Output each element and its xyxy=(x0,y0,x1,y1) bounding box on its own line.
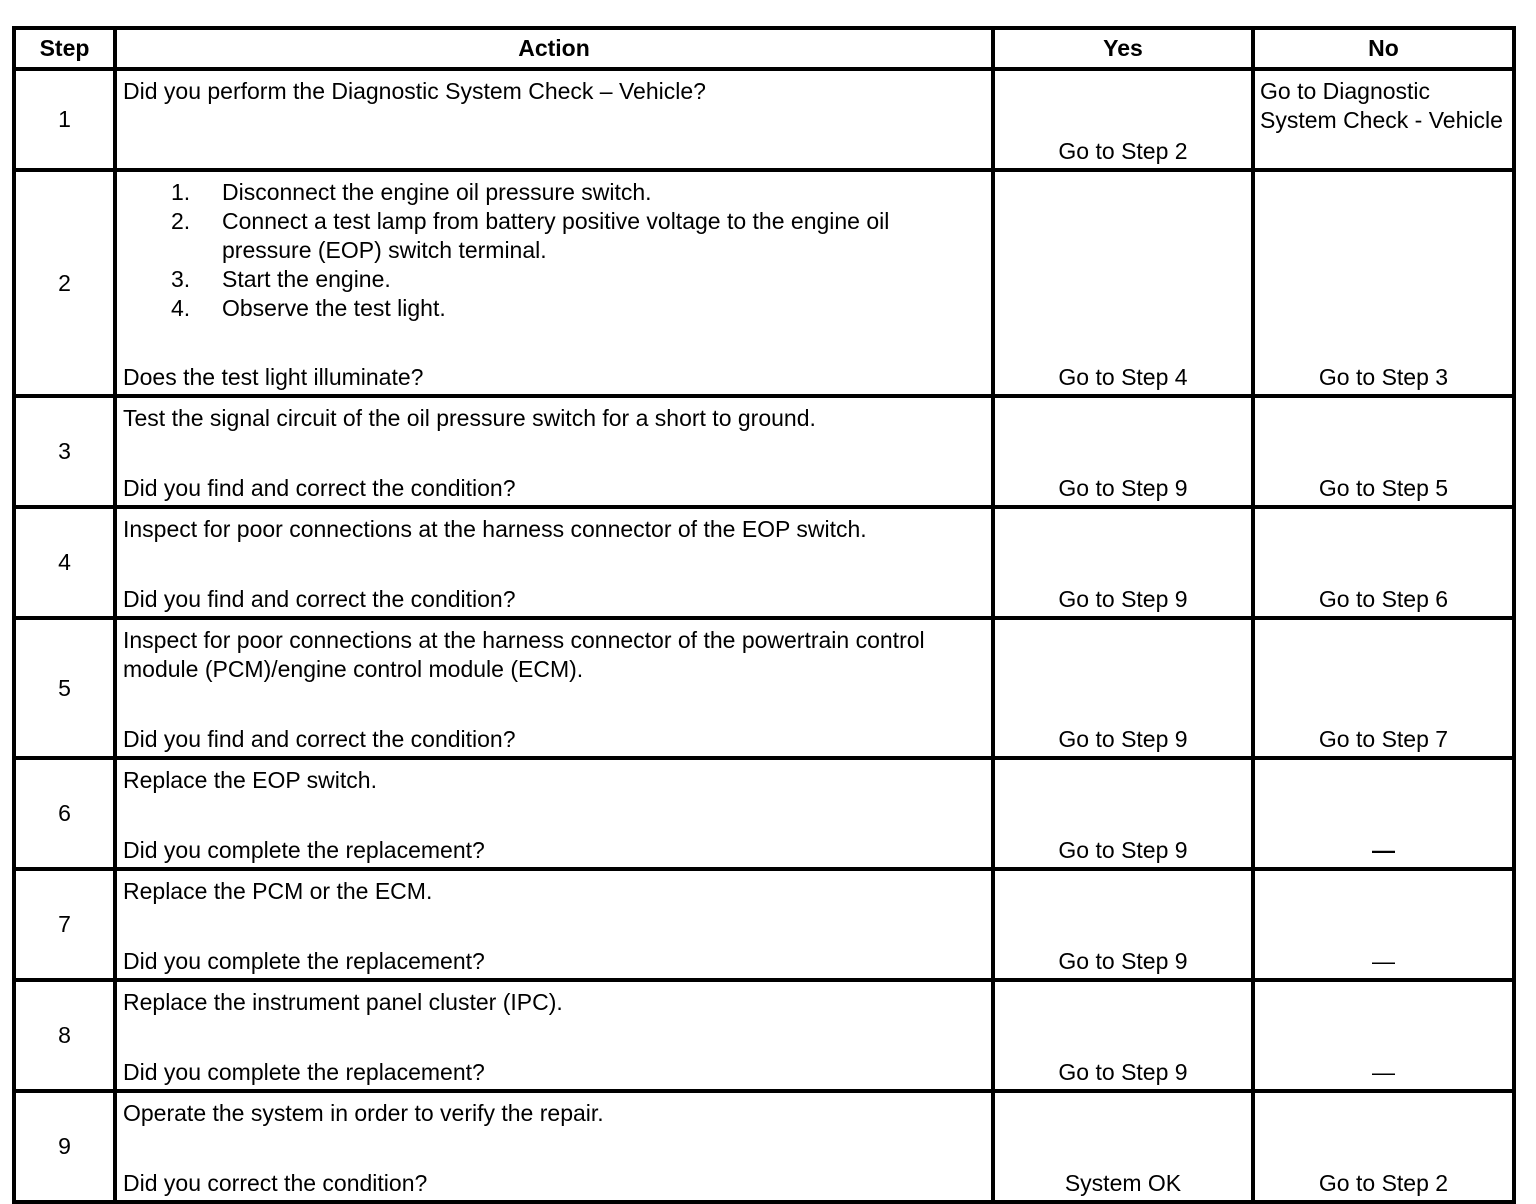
action-text: Did you perform the Diagnostic System Check – Vehicle? xyxy=(123,78,706,104)
no-cell: Go to Step 5 xyxy=(1253,396,1514,507)
step-number: 4 xyxy=(14,507,115,618)
substep-number: 2. xyxy=(171,208,191,234)
question-text: Did you complete the replacement? xyxy=(123,837,485,863)
list-item xyxy=(123,207,983,265)
table-row xyxy=(14,869,1514,980)
action-text: Replace the instrument panel cluster (IPC). xyxy=(123,989,563,1015)
action-text: Test the signal circuit of the oil pressure switch for a short to ground. xyxy=(123,405,816,431)
substep-text: Start the engine. xyxy=(222,266,391,292)
action-text: Replace the EOP switch. xyxy=(123,767,377,793)
step-number: 3 xyxy=(14,396,115,507)
substep-number: 4. xyxy=(171,295,191,321)
question-text: Did you correct the condition? xyxy=(123,1170,428,1196)
question-text: Did you complete the replacement? xyxy=(123,948,485,974)
action-cell xyxy=(115,69,993,170)
table-row xyxy=(14,69,1514,170)
yes-cell: Go to Step 2 xyxy=(993,69,1253,170)
table-row xyxy=(14,396,1514,507)
table-row xyxy=(14,170,1514,396)
header-row xyxy=(14,28,1514,69)
table-row xyxy=(14,980,1514,1091)
question-text: Did you find and correct the condition? xyxy=(123,726,516,752)
yes-cell: Go to Step 9 xyxy=(993,758,1253,869)
no-cell: Go to Diagnostic System Check - Vehicle xyxy=(1253,69,1514,170)
no-cell: Go to Step 3 xyxy=(1253,170,1514,396)
step-number: 9 xyxy=(14,1091,115,1202)
action-text: Inspect for poor connections at the harness connector of the EOP switch. xyxy=(123,516,867,542)
substep-number: 3. xyxy=(171,266,191,292)
header-no: No xyxy=(1253,28,1514,69)
no-cell: Go to Step 2 xyxy=(1253,1091,1514,1202)
action-cell xyxy=(115,618,993,758)
question-text: Did you find and correct the condition? xyxy=(123,475,516,501)
action-cell xyxy=(115,758,993,869)
table-row xyxy=(14,507,1514,618)
step-number: 8 xyxy=(14,980,115,1091)
step-number: 7 xyxy=(14,869,115,980)
substep-text: Observe the test light. xyxy=(222,295,446,321)
step-number: 6 xyxy=(14,758,115,869)
no-cell: — xyxy=(1253,758,1514,869)
step-number: 1 xyxy=(14,69,115,170)
header-yes: Yes xyxy=(993,28,1253,69)
substep-number: 1. xyxy=(171,179,191,205)
action-cell xyxy=(115,980,993,1091)
yes-cell: Go to Step 9 xyxy=(993,618,1253,758)
header-action: Action xyxy=(115,28,993,69)
action-text: Replace the PCM or the ECM. xyxy=(123,878,433,904)
action-text: Operate the system in order to verify the repair. xyxy=(123,1100,604,1126)
table-row xyxy=(14,1091,1514,1202)
header-step: Step xyxy=(14,28,115,69)
action-cell xyxy=(115,869,993,980)
yes-cell: Go to Step 9 xyxy=(993,396,1253,507)
table-row xyxy=(14,758,1514,869)
list-item xyxy=(123,178,983,207)
step-number: 2 xyxy=(14,170,115,396)
substep-text: Connect a test lamp from battery positive voltage to the engine oil pressure (EOP) switch terminal. xyxy=(222,208,890,263)
substep-list xyxy=(123,178,983,323)
substep-text: Disconnect the engine oil pressure switch. xyxy=(222,179,652,205)
question-text: Did you find and correct the condition? xyxy=(123,586,516,612)
yes-cell: Go to Step 9 xyxy=(993,869,1253,980)
no-cell: Go to Step 6 xyxy=(1253,507,1514,618)
diagnostic-table xyxy=(12,26,1516,1204)
question-text: Does the test light illuminate? xyxy=(123,364,424,390)
action-text: Inspect for poor connections at the harness connector of the powertrain control module (PCM)/engine control module (ECM). xyxy=(123,627,925,682)
no-cell: — xyxy=(1253,869,1514,980)
no-cell: — xyxy=(1253,980,1514,1091)
table-row xyxy=(14,618,1514,758)
yes-cell: Go to Step 9 xyxy=(993,980,1253,1091)
action-cell xyxy=(115,170,993,396)
question-text: Did you complete the replacement? xyxy=(123,1059,485,1085)
action-cell xyxy=(115,1091,993,1202)
no-cell: Go to Step 7 xyxy=(1253,618,1514,758)
action-cell xyxy=(115,396,993,507)
step-number: 5 xyxy=(14,618,115,758)
action-cell xyxy=(115,507,993,618)
list-item xyxy=(123,265,983,294)
yes-cell: System OK xyxy=(993,1091,1253,1202)
yes-cell: Go to Step 4 xyxy=(993,170,1253,396)
list-item xyxy=(123,294,983,323)
yes-cell: Go to Step 9 xyxy=(993,507,1253,618)
